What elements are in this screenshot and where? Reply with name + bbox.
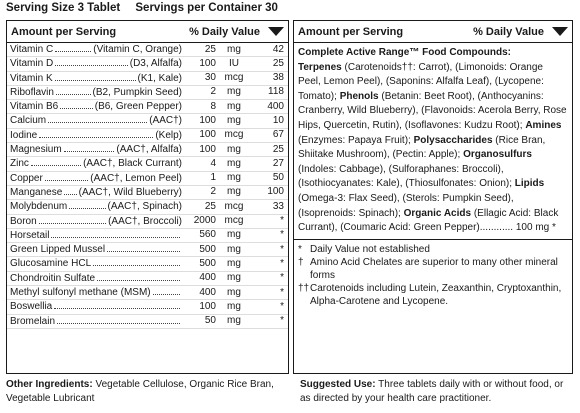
nutrient-unit: mg (218, 271, 250, 285)
nutrient-name-cell (7, 43, 184, 57)
leader-dots (31, 157, 81, 166)
footnote-symbol: † (298, 256, 304, 268)
nutrient-name: Zinc (10, 158, 29, 170)
compounds-panel (293, 20, 573, 374)
nutrient-unit: mg (218, 300, 250, 314)
nutrient-name-cell (7, 214, 184, 228)
nutrient-row (7, 200, 288, 214)
leader-dots (107, 243, 180, 252)
nutrient-source: (Kelp) (155, 129, 182, 141)
nutrient-daily-value: * (250, 243, 288, 257)
nutrient-source: (AAC†, Wild Blueberry) (78, 186, 182, 198)
nutrient-row (7, 128, 288, 142)
nutrient-daily-value: 42 (250, 43, 288, 57)
nutrient-daily-value: 25 (250, 143, 288, 157)
nutrient-name-cell (7, 85, 184, 99)
nutrient-row (7, 286, 288, 300)
suggested-use (300, 378, 573, 406)
leader-dots (64, 143, 115, 152)
leader-dots (55, 57, 128, 66)
nutrient-row (7, 157, 288, 171)
nutrient-source: (B2, Pumpkin Seed) (92, 86, 182, 98)
nutrient-name: Boswellia (10, 301, 53, 313)
organosulfurs-label: Organosulfurs (463, 149, 532, 161)
triangle-down-icon (552, 27, 568, 36)
nutrient-name-cell (7, 157, 184, 171)
nutrient-row (7, 114, 288, 128)
nutrient-source: (AAC†, Broccoli) (108, 215, 182, 227)
nutrient-daily-value: * (250, 300, 288, 314)
nutrient-name: Molybdenum (10, 201, 68, 213)
amount-per-serving-heading: Amount per Serving (11, 25, 117, 38)
nutrient-row (7, 143, 288, 157)
nutrient-amount: 4 (184, 157, 218, 171)
nutrient-unit: mcg (218, 214, 250, 228)
nutrient-unit: mg (218, 157, 250, 171)
nutrient-daily-value: * (250, 214, 288, 228)
nutrient-daily-value: * (250, 228, 288, 242)
nutrient-unit: mg (218, 85, 250, 99)
footnote-item (298, 256, 568, 282)
nutrient-unit: mg (218, 43, 250, 57)
nutrient-unit: mcg (218, 71, 250, 85)
nutrient-name-cell (7, 71, 184, 85)
footnote-item (298, 282, 568, 308)
compounds-text (294, 43, 572, 236)
nutrient-amount: 1 (184, 171, 218, 185)
nutrient-source: (AAC†, Black Currant) (83, 158, 182, 170)
nutrient-amount: 8 (184, 100, 218, 114)
nutrient-daily-value: * (250, 286, 288, 300)
nutrient-name-cell (7, 185, 184, 199)
nutrient-row (7, 57, 288, 71)
amines-label: Amines (525, 119, 562, 131)
daily-value-heading-right: % Daily Value (473, 25, 544, 38)
nutrient-row (7, 71, 288, 85)
nutrient-name-cell (7, 243, 184, 257)
nutrient-unit: mg (218, 114, 250, 128)
nutrient-daily-value: * (250, 271, 288, 285)
leader-dots (60, 100, 93, 109)
nutrient-unit: mg (218, 286, 250, 300)
leader-dots (97, 272, 180, 281)
nutrient-name: Boron (10, 215, 37, 227)
nutrient-source: (D3, Alfalfa) (129, 58, 182, 70)
nutrient-amount: 30 (184, 71, 218, 85)
nutrient-amount: 2000 (184, 214, 218, 228)
leader-dots (93, 257, 180, 266)
terpenes-text: (Carotenoids††: Carrot), (Limonoids: Orange Peel, Lemon Peel), (Saponins: Alfalfa Leaf), (Lycopene: Tomato); (298, 61, 544, 102)
nutrient-unit: mg (218, 257, 250, 271)
nutrient-source: (AAC†, Spinach) (107, 201, 182, 213)
nutrient-amount: 50 (184, 314, 218, 328)
nutrient-row (7, 228, 288, 242)
suggested-use-text: Three tablets daily with or without food, or as directed by your health care practitioner. (300, 379, 564, 404)
nutrient-amount: 560 (184, 228, 218, 242)
daily-value-heading: % Daily Value (189, 25, 260, 38)
nutrient-row (7, 214, 288, 228)
terpenes-label: Terpenes (298, 61, 342, 73)
nutrient-daily-value: 50 (250, 171, 288, 185)
nutrient-name: Magnesium (10, 144, 62, 156)
nutrient-daily-value: 33 (250, 200, 288, 214)
nutrient-name: Vitamin D (10, 58, 54, 70)
nutrient-name-cell (7, 257, 184, 271)
nutrient-daily-value: 400 (250, 100, 288, 114)
nutrient-amount: 100 (184, 300, 218, 314)
nutrient-unit: mg (218, 228, 250, 242)
nutrient-daily-value: 67 (250, 128, 288, 142)
footnote-text: Daily Value not established (310, 243, 430, 255)
nutrient-name: Green Lipped Mussel (10, 244, 106, 256)
nutrient-daily-value: 25 (250, 57, 288, 71)
phenols-text: (Betanin: Beet Root), (Anthocyanins: Cranberry, Wild Blueberry), (Flavonoids: Acerola Berry, Rose Hips, Quercetin, Rutin), (Isoflavones: Kudzu Root); (298, 90, 567, 131)
nutrient-row (7, 314, 288, 328)
nutrient-name-cell (7, 286, 184, 300)
nutrient-name: Calcium (10, 115, 47, 127)
compounds-title: Complete Active Range™ Food Compounds: (298, 47, 511, 58)
nutrient-name-cell (7, 171, 184, 185)
nutrient-row (7, 185, 288, 199)
footnote-symbol: †† (298, 282, 310, 294)
nutrient-name-cell (7, 300, 184, 314)
lipids-label: Lipids (514, 178, 545, 190)
leader-dots (48, 114, 147, 123)
nutrient-amount: 100 (184, 128, 218, 142)
nutrient-row (7, 257, 288, 271)
nutrient-amount: 2 (184, 85, 218, 99)
other-ingredients-label: Other Ingredients: (6, 379, 93, 390)
nutrient-name: Glucosamine HCL (10, 258, 92, 270)
leader-dots (51, 229, 180, 238)
nutrient-row (7, 85, 288, 99)
nutrient-name: Manganese (10, 186, 63, 198)
polysaccharides-label: Polysaccharides (413, 134, 493, 146)
footnote-symbol: * (298, 243, 302, 255)
serving-size: Serving Size 3 Tablet (6, 2, 121, 14)
nutrient-amount: 500 (184, 257, 218, 271)
nutrient-row (7, 243, 288, 257)
nutrient-amount: 25 (184, 200, 218, 214)
nutrient-unit: mg (218, 143, 250, 157)
serving-info (6, 0, 278, 16)
leader-dots (56, 86, 91, 95)
leader-dots (69, 200, 105, 209)
nutrient-unit: mcg (218, 128, 250, 142)
nutrient-amount: 400 (184, 286, 218, 300)
nutrient-panel (6, 20, 289, 374)
nutrient-daily-value: 118 (250, 85, 288, 99)
nutrient-name: Chondroitin Sulfate (10, 272, 96, 284)
nutrient-name: Copper (10, 172, 43, 184)
nutrient-row (7, 43, 288, 57)
nutrient-amount: 500 (184, 243, 218, 257)
leader-dots (64, 186, 76, 195)
other-ingredients-text: Vegetable Cellulose, Organic Rice Bran, Vegetable Lubricant (6, 379, 274, 404)
nutrient-name-cell (7, 128, 184, 142)
nutrient-unit: mg (218, 314, 250, 328)
leader-dots (39, 129, 153, 138)
nutrient-name: Vitamin C (10, 44, 54, 55)
organosulfurs-text: (Indoles: Cabbage), (Sulforaphanes: Broccoli), (Isothiocyanates: Kale), (Thiosulfonates: Onion); (298, 163, 515, 190)
servings-per-container: Servings per Container 30 (135, 2, 278, 14)
nutrient-unit: mcg (218, 200, 250, 214)
nutrient-table (7, 43, 288, 329)
leader-dots (55, 43, 91, 52)
other-ingredients (6, 378, 289, 406)
nutrient-name-cell (7, 114, 184, 128)
nutrient-name: Horsetail (10, 229, 50, 241)
nutrient-daily-value: * (250, 314, 288, 328)
nutrient-source: (K1, Kale) (137, 72, 182, 84)
amines-text: (Enzymes: Papaya Fruit); (298, 134, 414, 146)
nutrient-daily-value: 27 (250, 157, 288, 171)
nutrient-source: (AAC†, Lemon Peel) (90, 172, 182, 184)
nutrient-name-cell (7, 143, 184, 157)
nutrient-row (7, 171, 288, 185)
nutrient-row (7, 271, 288, 285)
nutrient-name: Riboflavin (10, 86, 54, 98)
nutrient-amount: 100 (184, 143, 218, 157)
nutrient-name-cell (7, 200, 184, 214)
nutrient-name: Vitamin K (10, 72, 53, 84)
nutrient-panel-header (7, 21, 288, 43)
footnotes (294, 239, 572, 308)
leader-dots (39, 215, 106, 224)
nutrient-unit: mg (218, 243, 250, 257)
nutrient-amount: 100 (184, 57, 218, 71)
nutrient-name-cell (7, 228, 184, 242)
footnote-text: Amino Acid Chelates are superior to many other mineral forms (310, 256, 558, 281)
nutrient-unit: mg (218, 100, 250, 114)
organic-acids-label: Organic Acids (403, 207, 472, 219)
nutrient-amount: 25 (184, 43, 218, 57)
nutrient-source: (B6, Green Pepper) (94, 101, 182, 113)
nutrient-unit: mg (218, 185, 250, 199)
amount-per-serving-heading-right: Amount per Serving (298, 25, 404, 38)
nutrient-name-cell (7, 57, 184, 71)
nutrient-name: Vitamin B6 (10, 101, 59, 113)
phenols-label: Phenols (339, 90, 379, 102)
nutrient-name: Methyl sulfonyl methane (MSM) (10, 287, 151, 299)
nutrient-amount: 400 (184, 271, 218, 285)
footnote-text: Carotenoids including Lutein, Zeaxanthin, Cryptoxanthin, Alpha-Carotene and Lycopene. (310, 282, 562, 307)
organic-acids-text: (Ellagic Acid: Black Currant), (Coumaric Acid: Green Pepper)............ 100 mg * (298, 207, 559, 234)
nutrient-unit: mg (218, 171, 250, 185)
triangle-down-icon (268, 27, 284, 36)
polysaccharides-text: (Rice Bran, Shiitake Mushroom), (Pectin: Apple); (298, 134, 546, 161)
nutrient-daily-value: * (250, 257, 288, 271)
nutrient-source: (AAC†, Alfalfa) (116, 144, 182, 156)
leader-dots (55, 72, 136, 81)
nutrient-name-cell (7, 100, 184, 114)
footnote-item (298, 243, 568, 256)
suggested-use-label: Suggested Use: (300, 379, 376, 390)
nutrient-name: Iodine (10, 129, 38, 141)
nutrient-source: (AAC†) (149, 115, 182, 127)
nutrient-name-cell (7, 271, 184, 285)
nutrient-daily-value: 100 (250, 185, 288, 199)
nutrient-amount: 100 (184, 114, 218, 128)
leader-dots (57, 315, 180, 324)
nutrient-source: (Vitamin C, Orange) (93, 44, 182, 55)
compounds-panel-header (294, 21, 572, 43)
nutrient-unit: IU (218, 57, 250, 71)
nutrient-daily-value: 10 (250, 114, 288, 128)
lipids-text: (Omega-3: Flax Seed), (Sterols: Pumpkin Seed), (Isoprenoids: Spinach); (298, 192, 514, 219)
nutrient-daily-value: 38 (250, 71, 288, 85)
leader-dots (153, 286, 180, 295)
nutrient-row (7, 300, 288, 314)
nutrient-name-cell (7, 314, 184, 328)
nutrient-row (7, 100, 288, 114)
nutrient-amount: 2 (184, 185, 218, 199)
leader-dots (54, 300, 180, 309)
leader-dots (45, 172, 88, 181)
nutrient-name: Bromelain (10, 315, 56, 327)
